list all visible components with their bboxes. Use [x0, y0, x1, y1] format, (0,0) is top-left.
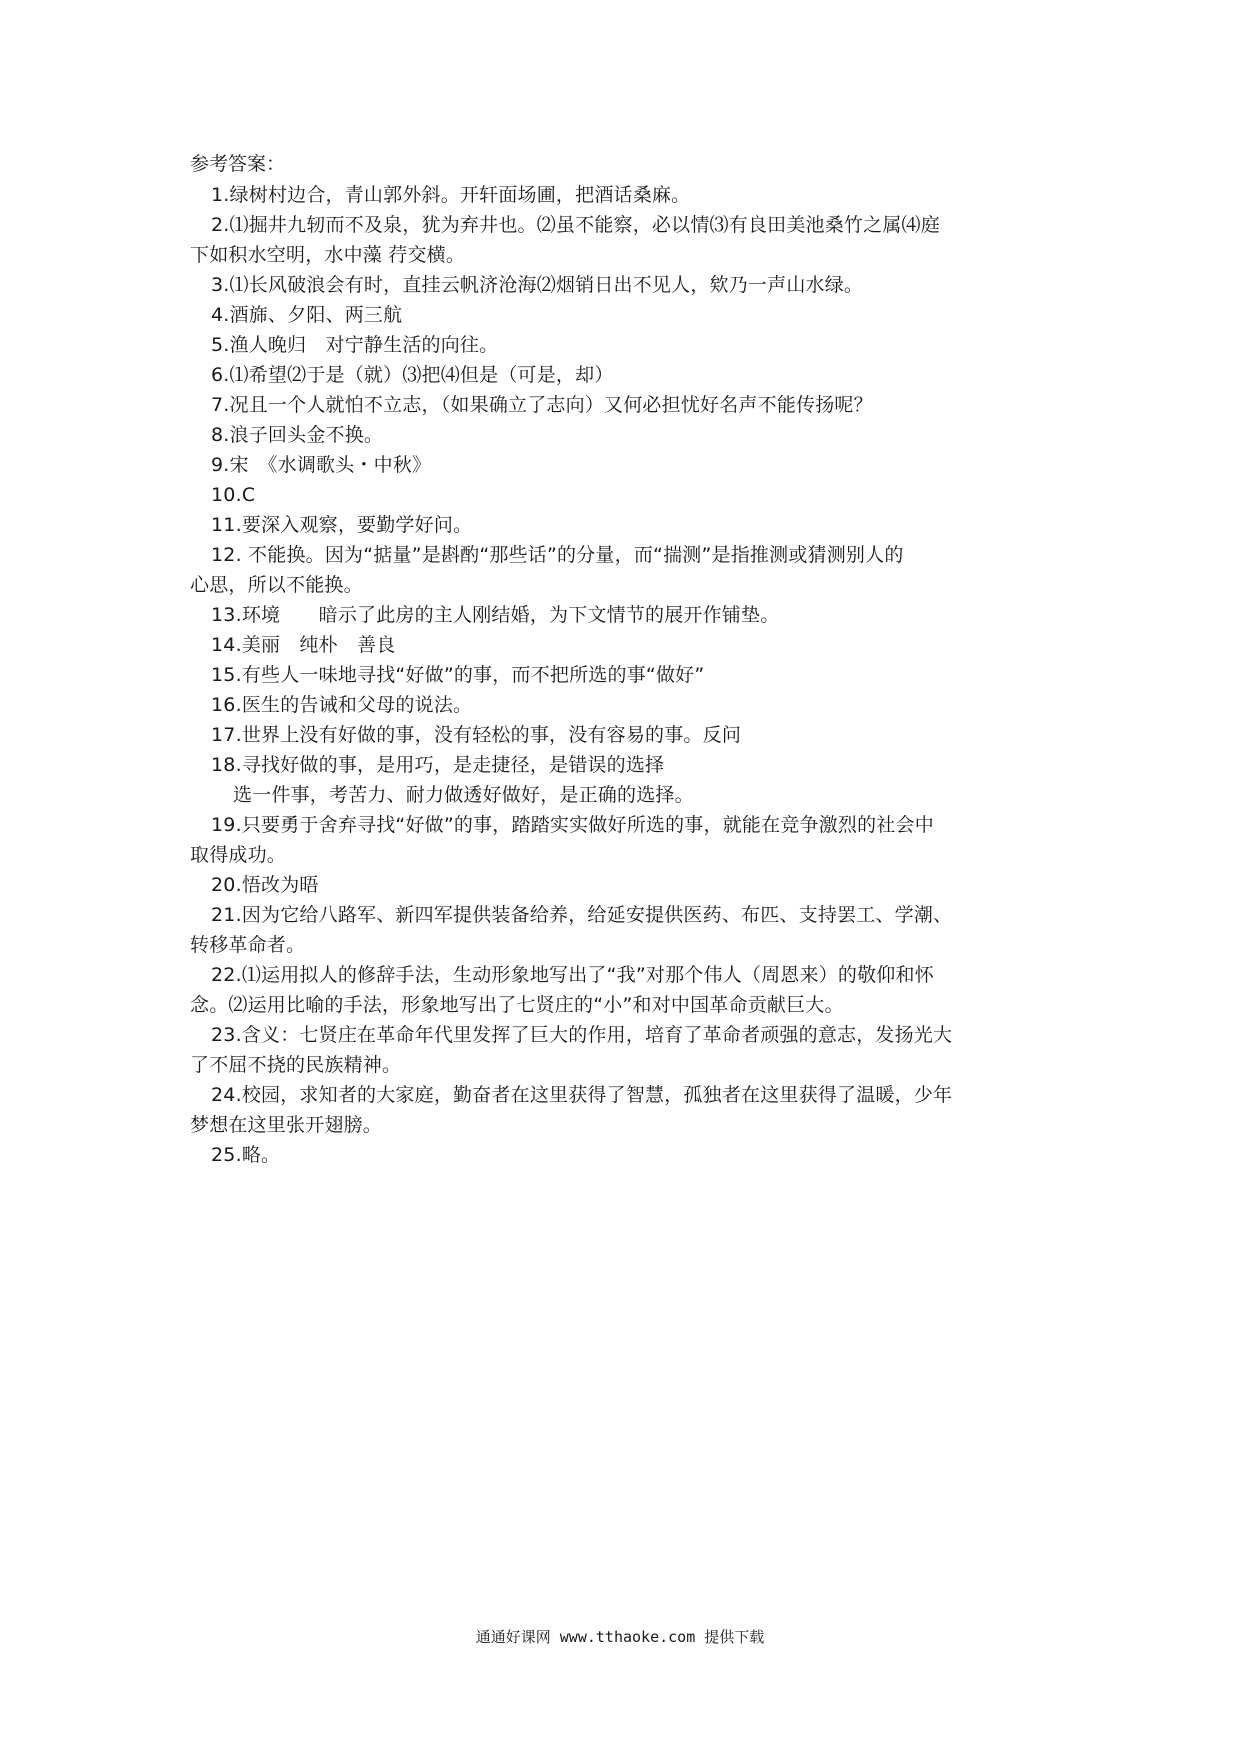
answer-line-18-cont: 选一件事，考苦力、耐力做透好做好，是正确的选择。: [233, 784, 694, 806]
answer-line-14: 14.美丽 纯朴 善良: [211, 634, 396, 656]
answer-key-heading: 参考答案：: [190, 153, 286, 175]
answer-line-16: 16.医生的告诫和父母的说法。: [211, 694, 473, 716]
answer-line-1: 1.绿树村边合，青山郭外斜。开轩面场圃，把酒话桑麻。: [211, 184, 691, 206]
answer-line-18: 18.寻找好做的事，是用巧，是走捷径，是错误的选择: [211, 754, 665, 776]
answer-line-17: 17.世界上没有好做的事，没有轻松的事，没有容易的事。反问: [211, 724, 742, 746]
answer-line-21-cont: 转移革命者。: [190, 934, 306, 956]
page-footer: 通通好课网 www.tthaoke.com 提供下载: [475, 1628, 765, 1646]
answer-line-19-cont: 取得成功。: [190, 844, 287, 866]
answer-line-24-cont: 梦想在这里张开翅膀。: [190, 1114, 383, 1136]
answer-line-22-cont: 念。⑵运用比喻的手法，形象地写出了七贤庄的“小”和对中国革命贡献巨大。: [190, 994, 844, 1016]
answer-line-21: 21.因为它给八路军、新四军提供装备给养，给延安提供医药、布匹、支持罢工、学潮、: [211, 904, 953, 926]
answer-line-24: 24.校园，求知者的大家庭，勤奋者在这里获得了智慧，孤独者在这里获得了温暖，少年: [211, 1084, 953, 1106]
answer-key: [190, 148, 1070, 1170]
answer-line-8: 8.浪子回头金不换。: [211, 424, 384, 446]
answer-line-9: 9.宋 《水调歌头・中秋》: [211, 454, 432, 476]
answer-line-4: 4.酒旆、夕阳、两三航: [211, 304, 403, 326]
answer-line-2-cont: 下如积水空明，水中藻 荇交横。: [190, 244, 466, 266]
answer-line-15: 15.有些人一味地寻找“好做”的事，而不把所选的事“做好”: [211, 664, 705, 686]
answer-line-3: 3.⑴长风破浪会有时，直挂云帆济沧海⑵烟销日出不见人，欸乃一声山水绿。: [211, 274, 864, 296]
answer-line-12: 12. 不能换。因为“掂量”是斟酌“那些话”的分量，而“揣测”是指推测或猜测别人的: [211, 544, 904, 566]
answer-line-2: 2.⑴掘井九轫而不及泉，犹为弃井也。⑵虽不能察，必以情⑶有良田美池桑竹之属⑷庭: [211, 214, 940, 236]
answer-line-23: 23.含义：七贤庄在革命年代里发挥了巨大的作用，培育了革命者顽强的意志，发扬光大: [211, 1024, 953, 1046]
answer-line-5: 5.渔人晚归 对宁静生活的向往。: [211, 334, 499, 356]
answer-line-19: 19.只要勇于舍弃寻找“好做”的事，踏踏实实做好所选的事，就能在竞争激烈的社会中: [211, 814, 934, 836]
answer-line-13: 13.环境 暗示了此房的主人刚结婚，为下文情节的展开作铺垫。: [211, 604, 780, 626]
answer-line-25: 25.略。: [211, 1144, 281, 1166]
answer-line-23-cont: 了不屈不挠的民族精神。: [190, 1054, 402, 1076]
answer-line-11: 11.要深入观察，要勤学好问。: [211, 514, 473, 536]
answer-line-10: 10.C: [211, 484, 256, 506]
answer-line-22: 22.⑴运用拟人的修辞手法，生动形象地写出了“我”对那个伟人（周恩来）的敬仰和怀: [211, 964, 934, 986]
answer-line-7: 7.况且一个人就怕不立志，（如果确立了志向）又何必担忧好名声不能传扬呢？: [211, 394, 873, 416]
answer-line-20: 20.悟改为晤: [211, 874, 319, 896]
answer-line-12-cont: 心思，所以不能换。: [190, 574, 363, 596]
answer-line-6: 6.⑴希望⑵于是（就）⑶把⑷但是（可是，却）: [211, 364, 614, 386]
